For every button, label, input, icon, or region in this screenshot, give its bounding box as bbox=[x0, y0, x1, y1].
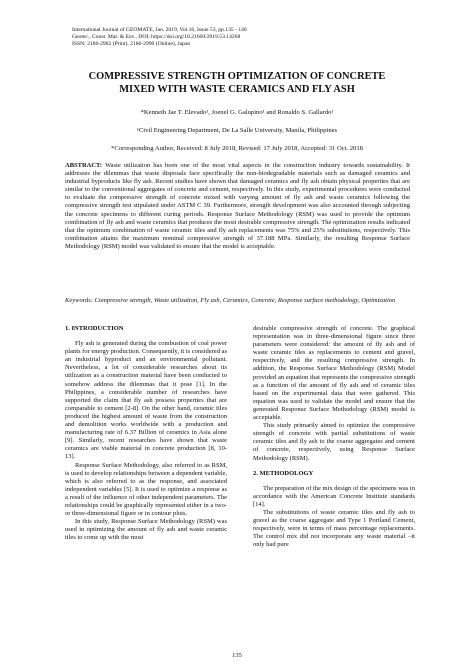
journal-citation: International Journal of GEOMATE, Jan. 2019, Vol.16, Issue 53, pp.135 - 140 bbox=[72, 27, 247, 33]
abstract-label: ABSTRACT: bbox=[65, 162, 103, 169]
keywords: Keywords: Compressive strength, Waste utilization, Fly ash, Ceramics, Concrete, Response surface methodology, Optimization bbox=[65, 297, 396, 304]
methodology-paragraph-1: The preparation of the mix design of the specimens was in accordance with the American Concrete Institute standards [14]. bbox=[253, 484, 415, 508]
journal-doi: Geotec., Const. Mat. & Env., DOI: https://doi.org/10.21660/2019.53.14268 bbox=[72, 34, 241, 40]
intro-paragraph-5: This study primarily aimed to optimize the compressive strength of concrete with partial substitutions of waste ceramic tiles and fly ash to the coarse aggregates and cement of concrete, respectively, using Response Surface Methodology (RSM). bbox=[253, 422, 415, 462]
paper-title bbox=[60, 70, 414, 96]
right-column bbox=[253, 325, 415, 549]
affiliation: ¹Civil Engineering Department, De La Salle University, Manila, Philippines bbox=[136, 127, 338, 134]
intro-paragraph-1: Fly ash is generated during the combustion of coal power plants for energy production. Consequently, it is considered as an industrial byproduct and an environmental pollutant. Nevertheless, a lot of considerable researches about its utilization as a construction material have been conducted to somehow address the dilemmas that it pose [1]. In the Philippines, a considerable number of researches have supported the claim that fly ash possess properties that are comparable to cement [2-8]. On the other hand, ceramic tiles produced the highest amount of waste from the construction and demolition works worldwide with a production and manufacturing rate of 6.37 Billion of ceramics in Asia alone [9]. Similarly, recent researches have shown that waste ceramics are viable material in concrete production [8, 10-13]. bbox=[65, 340, 227, 461]
correspondence-dates: *Corresponding Author, Received: 8 July 2018, Revised: 17 July 2018, Accepted: 31 Oct. 2018 bbox=[111, 145, 363, 152]
methodology-paragraph-2: The substitutions of waste ceramic tiles and fly ash to gravel as the coarse aggregate and Type 1 Portland Cement, respectively, were in terms of mass percentage replacements. The control mix did not incorporate any waste material –it only had pure bbox=[253, 508, 415, 549]
left-column bbox=[65, 325, 227, 542]
title-line-1: COMPRESSIVE STRENGTH OPTIMIZATION OF CONCRETE bbox=[88, 71, 386, 82]
intro-paragraph-4: desirable compressive strength of concrete. The graphical representation was in three-dimensional figure since three parameters were considered: the amount of fly ash and of waste ceramic tiles as replacements to cement and gravel, respectively, and the resulting compressive strength. In addition, the Response Surface Methodology (RSM) Model provided an equation that represents the compressive strength as a function of the amount of fly ash and of ceramic tiles based on the experimental data that were gathered. This equation was used to validate the model and ensure that the generated Response Surface Methodology (RSM) model is acceptable. bbox=[253, 325, 415, 422]
intro-paragraph-2: Response Surface Methodology, also referred to as RSM, is used to develop relationships between a dependent variable, which is also referred to as the response, and associated independent variables [5]. It is used to optimize a response as a result of the influence of other independent parameters. The relationships could be graphically represented either in a two- or three-dimensional figure or in contour plots. bbox=[65, 461, 227, 518]
methodology-heading: 2. METHODOLOGY bbox=[253, 469, 314, 477]
intro-paragraph-3: In this study, Response Surface Methodology (RSM) was used in optimizing the amount of fly ash and waste ceramic tiles to come up with the most bbox=[65, 518, 227, 542]
journal-issn: ISSN: 2186-2982 (Print), 2186-2990 (Online), Japan bbox=[72, 41, 191, 47]
author-list: *Kenneth Jae T. Elevado¹, Joenel G. Galupino¹ and Ronaldo S. Gallardo¹ bbox=[140, 109, 334, 116]
abstract-text: Waste utilization has been one of the most vital aspects in the construction industry towards sustainability. It addresses the dilemmas that waste disposals face specifically the non-biodegradable materials such as damaged ceramics and industrial byproducts like fly ash. Recent studies have shown that damaged ceramics and fly ash obtain physical properties that are similar to the conventional aggregates of concrete and cement, respectively. In this study, experimental procedures were conducted to evaluate the compressive strength of concrete mixed with varying amount of fly ash and waste ceramics following the compressive strength test stipulated under ASTM C 39. Furthermore, strength development was also accounted through subjecting the concrete specimens to different curing periods. Response Surface Methodology (RSM) was used to provide the optimum combination of fly ash and waste ceramics that produces the most desirable compressive strength. The optimization results indicated that the optimum combination of waste ceramic tiles and fly ash replacements was 75% and 25% substitutions, respectively. This combination attains the maximum nominal compressive strength of 37.188 MPa. Similarly, the resulting Response Surface Methodology (RSM) model was validated to ensure that the model is acceptable. bbox=[65, 162, 410, 250]
abstract bbox=[65, 162, 410, 251]
introduction-heading: 1. INTRODUCTION bbox=[65, 325, 124, 332]
journal-header bbox=[72, 27, 402, 48]
page-number: 135 bbox=[232, 652, 242, 659]
title-line-2: MIXED WITH WASTE CERAMICS AND FLY ASH bbox=[119, 84, 355, 95]
